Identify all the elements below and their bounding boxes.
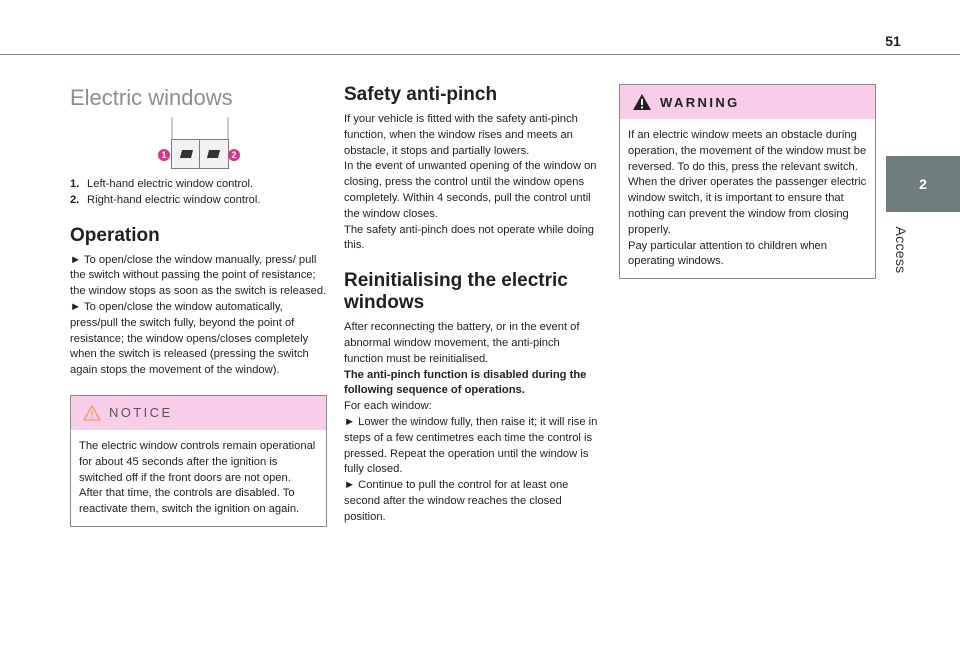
reinit-heading: Reinitialising the electric windows	[344, 270, 568, 314]
antipinch-text-3: The safety anti-pinch does not operate while doing this.	[344, 223, 595, 252]
legend-number: 1.	[70, 178, 80, 190]
callout-1: 1	[158, 149, 170, 161]
right-window-switch-icon	[207, 150, 220, 158]
header-rule	[0, 54, 960, 55]
operation-manual-text: ► To open/close the window manually, press/ pull the switch without passing the point of resistance; the window stops as soon as the switch is released.	[70, 253, 327, 298]
warning-triangle-icon	[632, 93, 652, 111]
left-window-switch-icon	[180, 150, 193, 158]
column-2	[344, 80, 602, 526]
callout-2: 2	[228, 149, 240, 161]
window-switch-figure	[70, 117, 327, 171]
reinit-text-1: After reconnecting the battery, or in the event of abnormal window movement, the anti-pinch function must be reinitialised.	[344, 321, 580, 365]
reinit-warning-bold: The anti-pinch function is disabled during the following sequence of operations.	[344, 368, 587, 397]
figure-outline-lines	[168, 117, 248, 141]
chapter-tab[interactable]: 2	[886, 156, 960, 212]
legend-text: Right-hand electric window control.	[87, 193, 261, 206]
column-3	[619, 80, 876, 279]
warning-box	[619, 84, 876, 279]
warning-text-2: When the driver operates the passenger electric window switch, it is important to ensure that nothing can prevent the window from closing properly.	[628, 176, 867, 236]
warning-text-1: If an electric window meets an obstacle during operation, the movement of the window must be reversed. To do this, press the relevant switch.	[628, 129, 867, 173]
switch-divider	[199, 140, 200, 168]
warning-header	[620, 85, 875, 119]
operation-heading: Operation	[70, 224, 160, 246]
control-legend	[70, 177, 327, 209]
notice-label: NOTICE	[109, 405, 173, 421]
warning-text-3: Pay particular attention to children when operating windows.	[628, 239, 828, 268]
page-number: 51	[885, 33, 901, 49]
reinit-step-2: ► Continue to pull the control for at least one second after the window reaches the closed position.	[344, 479, 569, 523]
legend-item	[70, 177, 327, 193]
chapter-label: Access	[893, 226, 909, 274]
notice-box	[70, 395, 327, 527]
operation-auto-text: ► To open/close the window automatically, press/pull the switch fully, beyond the point of resistance; the window opens/closes completely when the switch is released (pressing the switch again stops the movement of the window).	[70, 300, 309, 377]
notice-header	[71, 396, 326, 430]
column-1	[70, 80, 327, 527]
antipinch-heading: Safety anti-pinch	[344, 84, 498, 105]
reinit-step-1: ► Lower the window fully, then raise it; it will rise in steps of a few centimetres each time the control is pressed. Repeat the operation until the window is fully closed.	[344, 415, 598, 476]
antipinch-text-2: In the event of unwanted opening of the window on closing, press the control until the window opens completely. Within 4 seconds, pull the control until the window closes.	[344, 160, 597, 220]
warning-label: WARNING	[660, 94, 740, 110]
warning-body	[620, 119, 875, 278]
notice-triangle-icon	[83, 405, 101, 421]
legend-text: Left-hand electric window control.	[87, 178, 254, 190]
legend-number: 2.	[70, 193, 80, 206]
notice-body	[71, 430, 326, 526]
page-title: Electric windows	[70, 85, 233, 110]
notice-text-2: After that time, the controls are disabled. To reactivate them, switch the ignition on again.	[79, 487, 300, 516]
reinit-text-3: For each window:	[344, 400, 432, 413]
legend-item	[70, 193, 327, 209]
window-switch-panel	[171, 139, 229, 169]
antipinch-text-1: If your vehicle is fitted with the safety anti-pinch function, when the window rises and meets an obstacle, it stops and partially lowers.	[344, 113, 578, 157]
notice-text-1: The electric window controls remain operational for about 45 seconds after the ignition is switched off if the front doors are not open.	[79, 439, 316, 484]
